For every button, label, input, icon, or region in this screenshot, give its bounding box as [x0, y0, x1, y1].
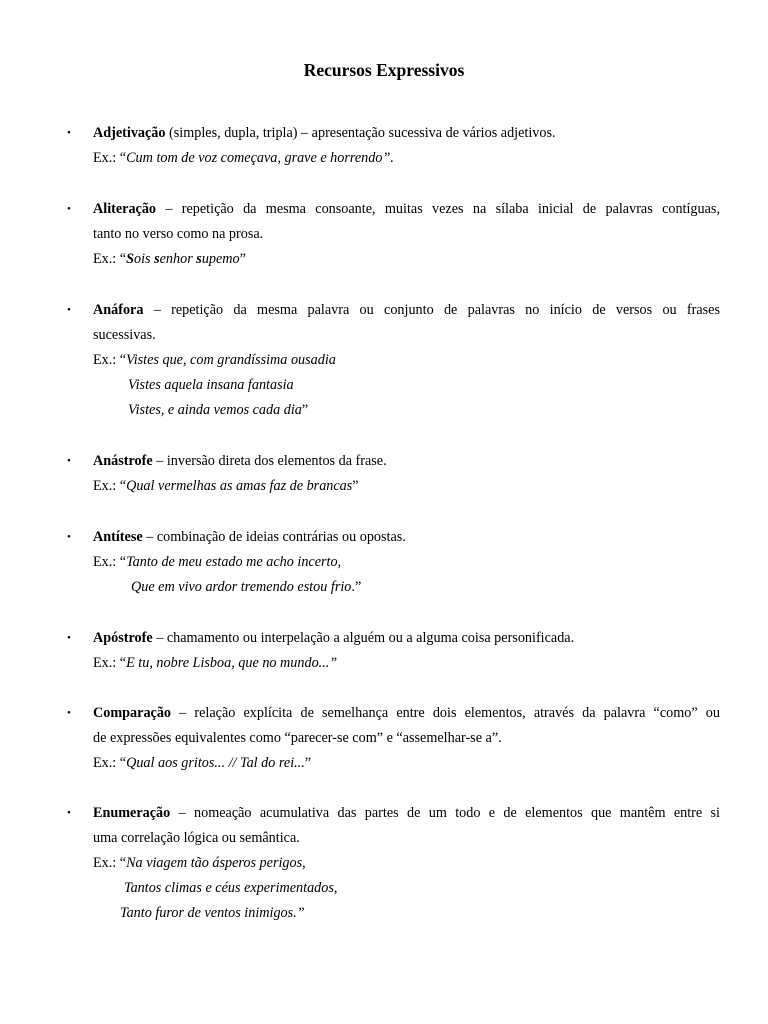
- example-prefix: Ex.: “: [93, 855, 127, 871]
- example-text: E tu, nobre Lisboa, que no mundo...”: [126, 655, 338, 671]
- definition-line-2: tanto no verso como na prosa.: [93, 226, 264, 242]
- definition-line-2: de expressões equivalentes como “parecer-se com” e “assemelhar-se a”.: [93, 730, 502, 746]
- bullet-icon: •: [67, 203, 71, 215]
- example-text: Tanto de meu estado me acho incerto,: [126, 554, 342, 570]
- definition-line: [93, 298, 720, 323]
- example-line: [93, 751, 720, 776]
- example-line: [93, 851, 720, 876]
- definition: – combinação de ideias contrárias ou opostas.: [142, 529, 406, 545]
- term: Anástrofe: [93, 453, 153, 469]
- term: Anáfora: [93, 302, 144, 318]
- example-line: [93, 550, 720, 575]
- definition-line: [93, 525, 720, 550]
- term: Apóstrofe: [93, 630, 153, 646]
- term: Enumeração: [93, 805, 171, 821]
- definition: – repetição da mesma palavra ou conjunto de palavras no início de versos ou frases: [143, 302, 720, 318]
- example-verse: Tantos climas e céus experimentados,: [124, 880, 338, 896]
- example-verse: Vistes, e ainda vemos cada dia”: [128, 402, 309, 418]
- example-prefix: Ex.: “: [93, 251, 127, 267]
- example-text: Sois senhor supemo: [126, 251, 240, 267]
- example-text: Qual aos gritos... // Tal do rei...: [126, 755, 305, 771]
- definition-line: [93, 197, 720, 222]
- example-verse: Tanto furor de ventos inimigos.”: [120, 905, 305, 921]
- term: Aliteração: [93, 201, 157, 217]
- example-close: ”: [304, 755, 312, 771]
- definition-line-2: uma correlação lógica ou semântica.: [93, 830, 300, 846]
- definition: – nomeação acumulativa das partes de um todo e de elementos que mantêm entre si: [170, 805, 720, 821]
- definition-line: [93, 701, 720, 726]
- example-prefix: Ex.: “: [93, 554, 127, 570]
- bullet-icon: •: [67, 304, 71, 316]
- term: Adjetivação: [93, 125, 166, 141]
- definition-line: [93, 801, 720, 826]
- example-verse: Vistes aquela insana fantasia: [128, 377, 294, 393]
- example-prefix: Ex.: “: [93, 352, 127, 368]
- example-line: [93, 474, 720, 499]
- example-close: ”: [352, 478, 359, 494]
- example-text: Cum tom de voz começava, grave e horrendo”.: [126, 150, 394, 166]
- example-line: [93, 651, 720, 676]
- definition: – relação explícita de semelhança entre dois elementos, através da palavra “como” ou: [171, 705, 720, 721]
- example-prefix: Ex.: “: [93, 150, 127, 166]
- bullet-icon: •: [67, 807, 71, 819]
- definition: – chamamento ou interpelação a alguém ou a alguma coisa personificada.: [152, 630, 575, 646]
- example-prefix: Ex.: “: [93, 655, 127, 671]
- example-prefix: Ex.: “: [93, 478, 127, 494]
- definition: – repetição da mesma consoante, muitas vezes na sílaba inicial de palavras contíguas,: [156, 201, 720, 217]
- example-line: [93, 247, 720, 272]
- bullet-icon: •: [67, 632, 71, 644]
- example-close: ”: [239, 251, 246, 267]
- example-prefix: Ex.: “: [93, 755, 127, 771]
- definition-line: [93, 121, 720, 146]
- bullet-icon: •: [67, 455, 71, 467]
- definition: (simples, dupla, tripla) – apresentação sucessiva de vários adjetivos.: [165, 125, 556, 141]
- definition-line-2: sucessivas.: [93, 327, 156, 343]
- definition: – inversão direta dos elementos da frase.: [152, 453, 387, 469]
- page-title: Recursos Expressivos: [303, 60, 465, 80]
- bullet-icon: •: [67, 531, 71, 543]
- bullet-icon: •: [67, 127, 71, 139]
- definition-line: [93, 449, 720, 474]
- term: Antítese: [93, 529, 143, 545]
- example-text: Vistes que, com grandíssima ousadia: [126, 352, 336, 368]
- example-line: [93, 348, 720, 373]
- example-text: Qual vermelhas as amas faz de brancas: [126, 478, 353, 494]
- term: Comparação: [93, 705, 172, 721]
- bullet-icon: •: [67, 707, 71, 719]
- example-line: [93, 146, 720, 171]
- example-text: Na viagem tão ásperos perigos,: [126, 855, 306, 871]
- definition-line: [93, 626, 720, 651]
- example-verse: Que em vivo ardor tremendo estou frio.”: [131, 579, 362, 595]
